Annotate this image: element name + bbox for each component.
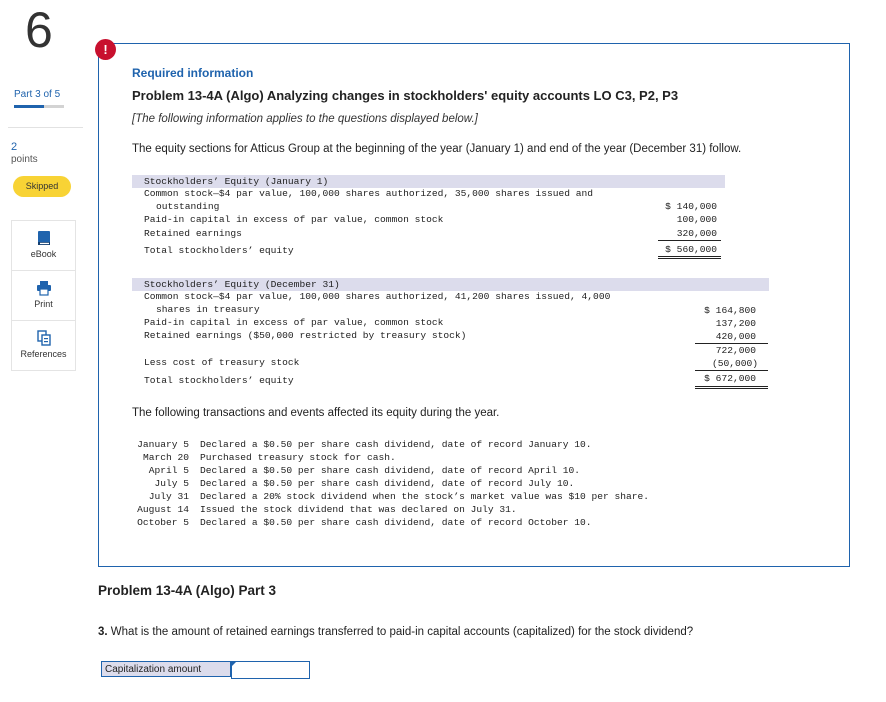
dec-retained-earnings-value: 420,000 bbox=[715, 331, 756, 342]
points-value: 2 bbox=[11, 141, 18, 153]
dec-total-rule-double bbox=[695, 388, 768, 389]
dec-common-stock-value: $ 164,800 bbox=[704, 305, 756, 316]
transaction-date: April 5 bbox=[148, 465, 189, 476]
part-progress-fill bbox=[14, 105, 44, 108]
jan-paid-in-capital-label: Paid-in capital in excess of par value, common stock bbox=[144, 214, 444, 225]
dec-paid-in-capital-label: Paid-in capital in excess of par value, common stock bbox=[144, 317, 444, 328]
alert-icon: ! bbox=[95, 39, 116, 60]
part3-title: Problem 13-4A (Algo) Part 3 bbox=[98, 583, 277, 598]
ebook-button[interactable] bbox=[12, 221, 75, 270]
transaction-date: August 14 bbox=[137, 504, 189, 515]
jan-subtotal-rule bbox=[658, 240, 721, 241]
table-title-dec: Stockholders’ Equity (December 31) bbox=[144, 279, 340, 290]
dec-common-stock-label-cont: shares in treasury bbox=[156, 304, 260, 315]
info-note: [The following information applies to the questions displayed below.] bbox=[132, 113, 478, 125]
transaction-date: July 5 bbox=[154, 478, 189, 489]
jan-retained-earnings-label: Retained earnings bbox=[144, 228, 242, 239]
dec-paid-in-capital-value: 137,200 bbox=[715, 318, 756, 329]
jan-total-rule bbox=[658, 256, 721, 257]
required-info-heading: Required information bbox=[132, 66, 254, 80]
dec-total-label: Total stockholders’ equity bbox=[144, 375, 294, 386]
jan-total-rule-double bbox=[658, 258, 721, 259]
question-text bbox=[98, 626, 693, 638]
sidebar-divider bbox=[8, 127, 83, 128]
book-icon bbox=[36, 230, 52, 246]
question-number-label: 3. bbox=[98, 626, 108, 638]
references-label: References bbox=[20, 349, 67, 359]
capitalization-amount-label: Capitalization amount bbox=[101, 661, 231, 677]
transaction-desc: Declared a 20% stock dividend when the stock’s market value was $10 per share. bbox=[200, 491, 650, 502]
skipped-badge: Skipped bbox=[13, 176, 71, 197]
dec-subtotal-value: 722,000 bbox=[715, 345, 756, 356]
jan-common-stock-label: Common stock—$4 par value, 100,000 shares authorized, 35,000 shares issued and bbox=[144, 188, 594, 199]
dec-treasury-rule bbox=[695, 370, 768, 371]
ebook-label: eBook bbox=[30, 249, 57, 259]
part-progress-bar bbox=[14, 105, 64, 108]
dec-subtotal-rule bbox=[695, 343, 768, 344]
jan-total-value: $ 560,000 bbox=[665, 244, 717, 255]
transaction-date: March 20 bbox=[142, 452, 189, 463]
required-flag-icon bbox=[231, 661, 237, 667]
print-label: Print bbox=[34, 299, 53, 309]
jan-total-label: Total stockholders’ equity bbox=[144, 245, 294, 256]
transaction-desc: Declared a $0.50 per share cash dividend, date of record July 10. bbox=[200, 478, 575, 489]
dec-treasury-label: Less cost of treasury stock bbox=[144, 357, 300, 368]
table-title-jan: Stockholders’ Equity (January 1) bbox=[144, 176, 329, 187]
transaction-desc: Declared a $0.50 per share cash dividend, date of record October 10. bbox=[200, 517, 592, 528]
dec-total-value: $ 672,000 bbox=[704, 373, 756, 384]
printer-icon bbox=[36, 280, 52, 296]
points-label: points bbox=[11, 154, 38, 165]
question-number: 6 bbox=[25, 2, 53, 58]
jan-paid-in-capital-value: 100,000 bbox=[676, 214, 717, 225]
capitalization-amount-input[interactable] bbox=[231, 661, 310, 679]
print-button[interactable] bbox=[12, 271, 75, 320]
question-body: What is the amount of retained earnings transferred to paid-in capital accounts (capitalized) for the stock dividend? bbox=[110, 626, 694, 638]
jan-retained-earnings-value: 320,000 bbox=[676, 228, 717, 239]
transactions-intro: The following transactions and events affected its equity during the year. bbox=[132, 407, 500, 419]
jan-common-stock-label-cont: outstanding bbox=[156, 201, 220, 212]
dec-treasury-value: (50,000) bbox=[711, 358, 758, 369]
tools-panel bbox=[11, 220, 76, 371]
jan-common-stock-value: $ 140,000 bbox=[665, 201, 717, 212]
transaction-date: January 5 bbox=[137, 439, 189, 450]
transaction-date: October 5 bbox=[137, 517, 189, 528]
transaction-desc: Declared a $0.50 per share cash dividend, date of record April 10. bbox=[200, 465, 580, 476]
intro-text: The equity sections for Atticus Group at the beginning of the year (January 1) and end of the year (December 31) follow. bbox=[132, 143, 742, 155]
dec-common-stock-label: Common stock—$4 par value, 100,000 shares authorized, 41,200 shares issued, 4,000 bbox=[144, 291, 611, 302]
problem-title: Problem 13-4A (Algo) Analyzing changes in stockholders' equity accounts LO C3, P2, P3 bbox=[132, 88, 679, 103]
transaction-desc: Purchased treasury stock for cash. bbox=[200, 452, 396, 463]
transaction-desc: Declared a $0.50 per share cash dividend, date of record January 10. bbox=[200, 439, 592, 450]
transaction-desc: Issued the stock dividend that was declared on July 31. bbox=[200, 504, 517, 515]
dec-retained-earnings-label: Retained earnings ($50,000 restricted by treasury stock) bbox=[144, 330, 467, 341]
part-indicator: Part 3 of 5 bbox=[14, 89, 61, 100]
dec-total-rule bbox=[695, 386, 768, 387]
transaction-date: July 31 bbox=[148, 491, 189, 502]
references-button[interactable] bbox=[12, 321, 75, 370]
references-icon bbox=[36, 330, 52, 346]
